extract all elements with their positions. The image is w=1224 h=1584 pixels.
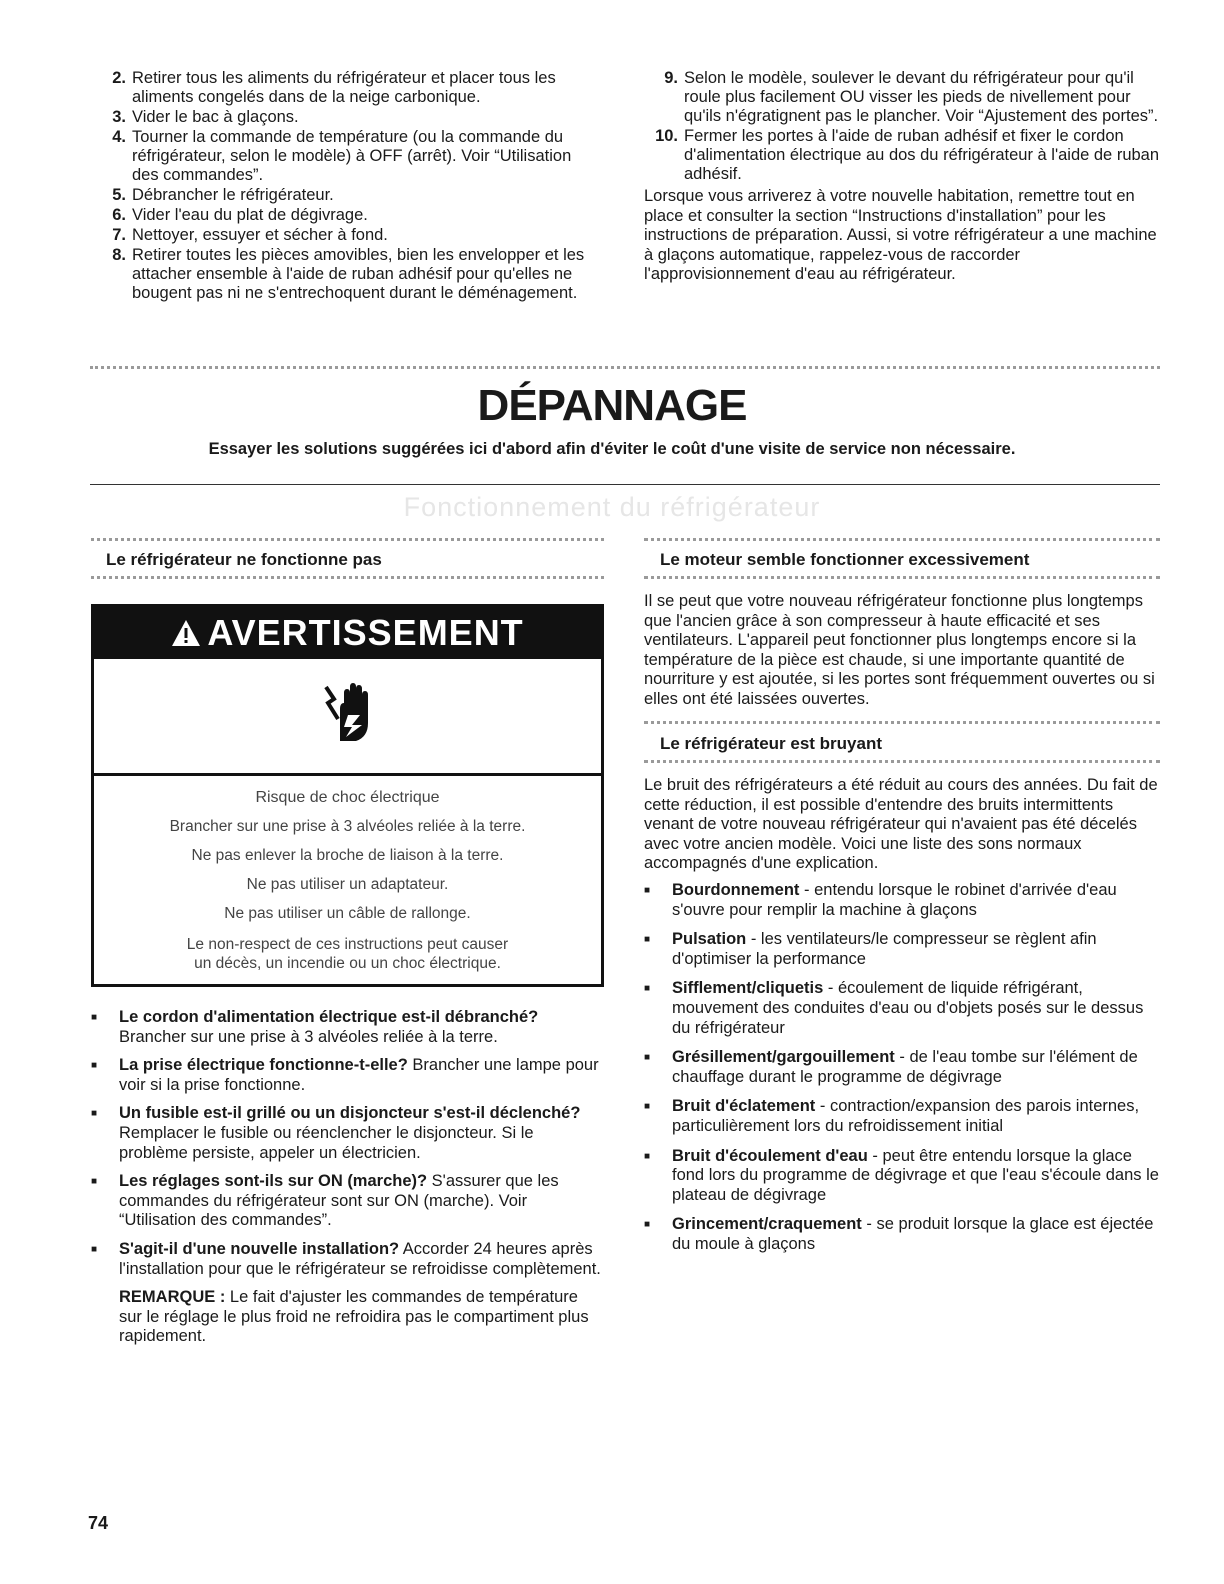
noise-paragraph: Le bruit des réfrigérateurs a été réduit au cours des années. Du fait de cette réduction, il est possible d'entendre des bruits intermittents venant de votre nouveau réfrigérateur qui n'avaient pas été décelés avec votre ancien modèle. Voici une liste des sons normaux accompagnés d'une explication.	[644, 776, 1158, 873]
list-item: ■ Le cordon d'alimentation électrique est-il débranché? Brancher sur une prise à 3 alvéoles reliée à la terre.	[91, 1008, 539, 1046]
dotted-divider	[644, 538, 1160, 541]
dotted-divider	[90, 366, 1160, 369]
remarque-note: REMARQUE : Le fait d'ajuster les commandes de température sur le réglage le plus froid ne refroidira pas le compartiment plus rapidement.	[119, 1288, 589, 1346]
list-item: ■ Grésillement/gargouillement - de l'eau tombe sur l'élément de chauffage durant le programme de dégivrage	[644, 1048, 1138, 1086]
warning-line: Ne pas enlever la broche de liaison à la terre.	[191, 847, 504, 864]
list-item: ■ Pulsation - les ventilateurs/le compresseur se règlent afin d'optimiser la performance	[644, 930, 1097, 968]
left-section-heading: Le réfrigérateur ne fonctionne pas	[106, 550, 382, 569]
warning-title: Risque de choc électrique	[255, 789, 440, 806]
step-item: 6. Vider l'eau du plat de dégivrage.	[112, 206, 368, 224]
warning-line: Brancher sur une prise à 3 alvéoles reliée à la terre.	[169, 818, 526, 835]
moving-steps-left	[100, 69, 600, 304]
list-item: ■ Bourdonnement - entendu lorsque le robinet d'arrivée d'eau s'ouvre pour remplir la machine à glaçons	[644, 881, 1117, 919]
warning-box	[91, 604, 604, 987]
page-title: DÉPANNAGE	[477, 381, 747, 430]
left-bullet-list	[91, 1008, 604, 1347]
step-item: 5. Débrancher le réfrigérateur.	[112, 186, 334, 204]
list-item: ■ Les réglages sont-ils sur ON (marche)? S'assurer que les commandes du réfrigérateur sont sur ON (marche). Voir “Utilisation des commandes”.	[91, 1172, 559, 1230]
dotted-divider	[91, 576, 604, 579]
warning-text	[94, 789, 601, 973]
step-item: 10. Fermer les portes à l'aide de ruban adhésif et fixer le cordon d'alimentation électrique au dos du réfrigérateur à l'aide de ruban adhésif.	[655, 127, 1160, 183]
list-item: ■ Grincement/craquement - se produit lorsque la glace est éjectée du moule à glaçons	[644, 1215, 1154, 1253]
list-item: ■ Un fusible est-il grillé ou un disjoncteur s'est-il déclenché? Remplacer le fusible ou réenclencher le disjoncteur. Si le problème persiste, appeler un électricien.	[91, 1104, 581, 1162]
warning-line: Ne pas utiliser un adaptateur.	[246, 876, 449, 893]
moving-steps-right	[644, 69, 1160, 285]
list-item: ■ La prise électrique fonctionne-t-elle? Brancher une lampe pour voir si la prise fonctionne.	[91, 1056, 599, 1094]
motor-paragraph: Il se peut que votre nouveau réfrigérateur fonctionne plus longtemps que l'ancien grâce à son compresseur à haute efficacité et ses ventilateurs. L'appareil peut fonctionner plus longtemps encore si la température de la pièce est chaude, si une importante quantité de nourriture y est ajoutée, si les portes sont fréquemment ouvertes ou si elles ont été laissées ouvertes.	[644, 592, 1155, 708]
dotted-divider	[644, 576, 1160, 579]
title-rule	[90, 484, 1160, 485]
dotted-divider	[644, 760, 1160, 763]
step-item: 7. Nettoyer, essuyer et sécher à fond.	[112, 226, 388, 244]
page-subtitle: Essayer les solutions suggérées ici d'abord afin d'éviter le coût d'une visite de service non nécessaire.	[208, 440, 1016, 458]
step-item: 4. Tourner la commande de température (ou la commande du réfrigérateur, selon le modèle) à OFF (arrêt). Voir “Utilisation des commandes”.	[112, 128, 572, 184]
section-title: Fonctionnement du réfrigérateur	[403, 492, 821, 522]
right-section-heading-1: Le moteur semble fonctionner excessivement	[660, 550, 1030, 569]
right-bullet-list	[644, 881, 1160, 1265]
page-number: 74	[88, 1513, 109, 1533]
step-item: 3. Vider le bac à glaçons.	[112, 108, 299, 126]
list-item: ■ Sifflement/cliquetis - écoulement de liquide réfrigérant, mouvement des conduites d'eau ou d'objets posés sur le dessus du réfrigérateur	[644, 979, 1144, 1037]
step-item: 9. Selon le modèle, soulever le devant du réfrigérateur pour qu'il roule plus facilement OU visser les pieds de nivellement pour qu'ils n'égratignent pas le plancher. Voir “Ajustement des portes”.	[664, 69, 1159, 125]
step-item: 8. Retirer toutes les pièces amovibles, bien les envelopper et les attacher ensemble à l'aide de ruban adhésif pour qu'elles ne bougent pas ni ne s'entrechoquent durant le déménagement.	[112, 246, 585, 302]
list-item: ■ Bruit d'éclatement - contraction/expansion des parois internes, particulièrement lors du refroidissement initial	[644, 1097, 1140, 1135]
right-section-heading-2: Le réfrigérateur est bruyant	[660, 734, 883, 753]
warning-consequence: Le non-respect de ces instructions peut causer un décès, un incendie ou un choc électrique.	[186, 936, 509, 972]
step-item: 2. Retirer tous les aliments du réfrigérateur et placer tous les aliments congelés dans de la neige carbonique.	[112, 69, 556, 106]
dotted-divider	[644, 721, 1160, 724]
electric-shock-hand-icon	[316, 679, 376, 749]
warning-line: Ne pas utiliser un câble de rallonge.	[224, 905, 471, 922]
shock-hazard-icon-area	[94, 659, 601, 776]
warning-header: AVERTISSEMENT	[94, 607, 601, 659]
warning-triangle-icon	[171, 619, 201, 647]
dotted-divider	[91, 538, 604, 541]
arrival-paragraph: Lorsque vous arriverez à votre nouvelle habitation, remettre tout en place et consulter la section “Instructions d'installation” pour les instructions de préparation. Aussi, si votre réfrigérateur a une machine à glaçons automatique, rappelez-vous de raccorder l'approvisionnement d'eau au réfrigérateur.	[644, 187, 1157, 284]
list-item: ■ S'agit-il d'une nouvelle installation? Accorder 24 heures après l'installation pour que le réfrigérateur se refroidisse complètement.	[91, 1239, 601, 1278]
list-item: ■ Bruit d'écoulement d'eau - peut être entendu lorsque la glace fond lors du programme de dégivrage et que l'eau s'écoule dans le plateau de dégivrage	[644, 1146, 1159, 1204]
